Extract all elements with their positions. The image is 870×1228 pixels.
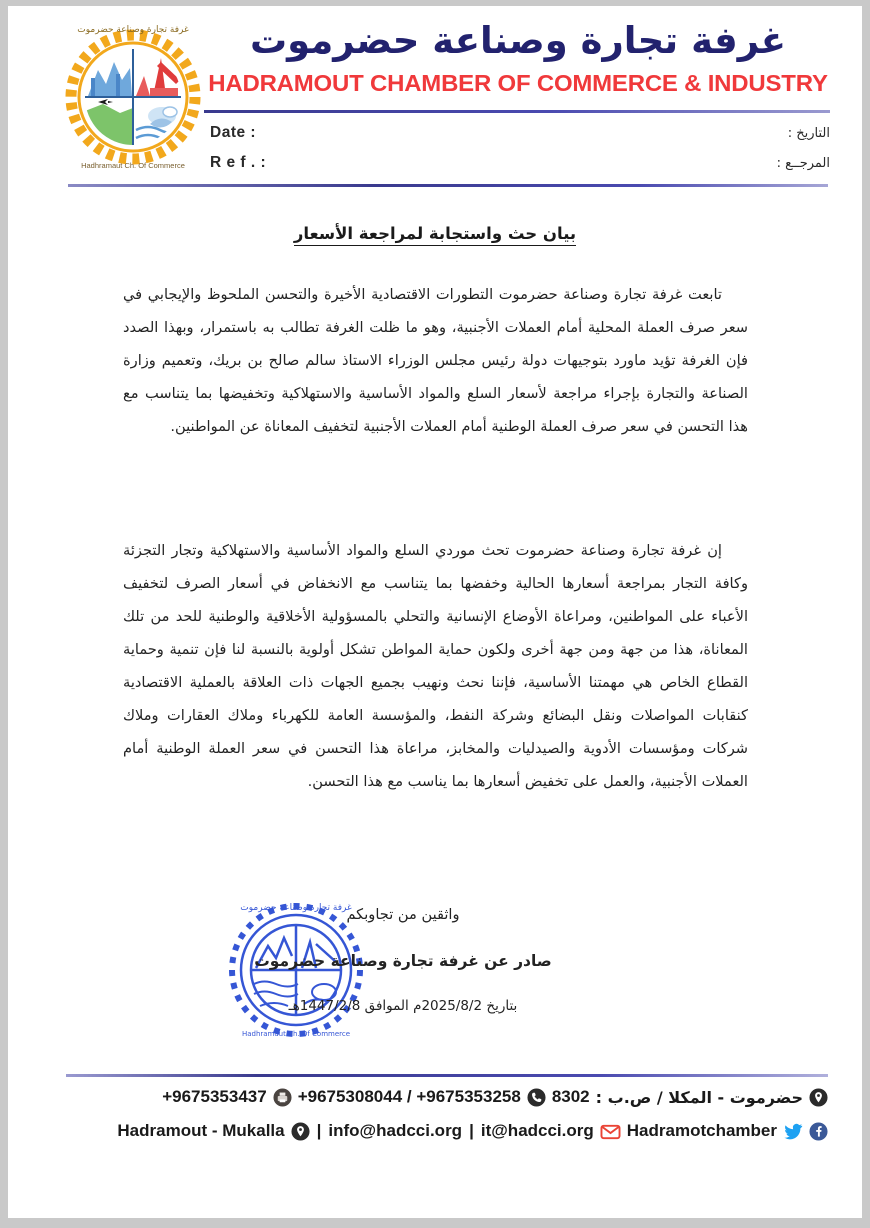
letterhead bbox=[8, 6, 862, 181]
paragraph-2-text: إن غرفة تجارة وصناعة حضرموت تحث موردي السلع والمواد الأساسية والاستهلاكية وتجار التجزئة وكافة التجار بمراجعة أسعارها الحالية وخفضها بما يتناسب مع الانخفاض في أسعار الصرف لتخفيف الأعباء على المواطنين، ومراعاة الأوضاع الإنسانية والتحلي بالمسؤولية الأخلاقية والوطنية للحد من تلك المعاناة، هذا من جهة ومن جهة أخرى ولكون حماية المواطن تشكل أولوية بالنسبة لنا فإن تنمية وحماية القطاع الخاص هي مهمتنا الأساسية، فإننا نحث ونهيب بجميع الجهات ذات العلاقة بالعملية الاقتصادية كنقابات المواصلات ونقل البضائع وشركة النفط، والمؤسسة العامة للكهرباء وملاك العقارات وملاك شركات ومؤسسات الأدوية والصيدليات والمخابز، مراعاة هذا التحسن في سعر العملة الوطنية أمام العملات الأجنبية، والعمل على تخفيض أسعارها بما يناسب مع هذا التحسن. bbox=[123, 542, 748, 790]
date-label-ar: التاريخ : bbox=[787, 126, 830, 141]
footer-email-2[interactable]: info@hadcci.org bbox=[328, 1121, 463, 1140]
ref-label-en: R e f . : bbox=[210, 154, 267, 171]
email-icon[interactable] bbox=[600, 1122, 621, 1141]
svg-text:Hadhramaut Ch. Of Commerce: Hadhramaut Ch. Of Commerce bbox=[81, 161, 185, 170]
paragraph-1 bbox=[123, 278, 748, 443]
svg-text:Hadhramaut Ch. Of Commerce: Hadhramaut Ch. Of Commerce bbox=[241, 1030, 351, 1038]
org-name-arabic: غرفة تجارة وصناعة حضرموت bbox=[249, 19, 787, 62]
footer-contact-line-2 bbox=[66, 1118, 828, 1144]
location-pin-icon-2 bbox=[291, 1122, 310, 1141]
footer-po-box: 8302 bbox=[551, 1087, 590, 1106]
date-field-row bbox=[204, 124, 830, 150]
document-title bbox=[8, 224, 862, 243]
phone-icon bbox=[527, 1088, 546, 1107]
letter-page bbox=[8, 6, 862, 1218]
ref-field-row bbox=[204, 154, 830, 180]
header-divider-bottom bbox=[68, 184, 828, 187]
header-divider-top bbox=[204, 110, 830, 113]
footer-fax: +9675353437 bbox=[162, 1087, 267, 1106]
chamber-emblem-icon bbox=[58, 18, 208, 173]
footer-email-1[interactable]: it@hadcci.org bbox=[480, 1121, 594, 1140]
footer-location-en: Hadramout - Mukalla bbox=[117, 1121, 285, 1140]
facebook-icon[interactable] bbox=[809, 1122, 828, 1141]
footer-phones: +9675308044 / +9675353258 bbox=[297, 1087, 521, 1106]
twitter-icon[interactable] bbox=[783, 1122, 803, 1141]
fax-icon bbox=[273, 1088, 292, 1107]
location-pin-icon bbox=[809, 1088, 828, 1107]
closing-line-3: بتاريخ 2025/8/2م الموافق 1447/2/8هـ bbox=[288, 998, 518, 1014]
footer-location-ar: حضرموت - المكلا / ص.ب : bbox=[595, 1087, 803, 1107]
footer-separator-2: | bbox=[316, 1121, 322, 1140]
date-label-en: Date : bbox=[210, 124, 257, 141]
footer-contact-line-1 bbox=[66, 1084, 828, 1110]
document-title-text: بيان حث واستجابة لمراجعة الأسعار bbox=[294, 224, 576, 246]
paragraph-1-text: تابعت غرفة تجارة وصناعة حضرموت التطورات الاقتصادية الأخيرة والتحسن الملحوظ والإيجابي في سعر صرف العملة المحلية أمام العملات الأجنبية، وهو ما ظلت الغرفة تطالب به باستمرار، وبهذا الصدد فإن الغرفة تؤيد ماورد بتوجيهات دولة رئيس مجلس الوزراء الاستاذ سالم صالح بن بريك، وتعميم وزارة الصناعة والتجارة بإجراء مراجعة لأسعار السلع والمواد الأساسية والاستهلاكية وتخفيضها بما يتناسب مع هذا التحسن في سعر صرف العملة الوطنية أمام العملات الأجنبية لتخفيف المعاناة عن المواطنين. bbox=[123, 286, 748, 435]
org-name-english: HADRAMOUT CHAMBER OF COMMERCE & INDUSTRY bbox=[208, 70, 828, 96]
ref-label-ar: المرجــع : bbox=[776, 156, 830, 171]
svg-text:غرفة تجارة وصناعة حضرموت: غرفة تجارة وصناعة حضرموت bbox=[240, 903, 352, 913]
svg-text:غرفة تجارة وصناعة حضرموت: غرفة تجارة وصناعة حضرموت bbox=[77, 25, 189, 35]
closing-line-2: صادر عن غرفة تجارة وصناعة حضرموت bbox=[254, 952, 552, 970]
footer-social-handle[interactable]: Hadramotchamber bbox=[626, 1121, 777, 1140]
footer-separator-1: | bbox=[469, 1121, 474, 1140]
paragraph-2 bbox=[123, 534, 748, 798]
closing-line-1: واثقين من تجاوبكم bbox=[346, 906, 460, 923]
footer-divider bbox=[66, 1074, 828, 1077]
